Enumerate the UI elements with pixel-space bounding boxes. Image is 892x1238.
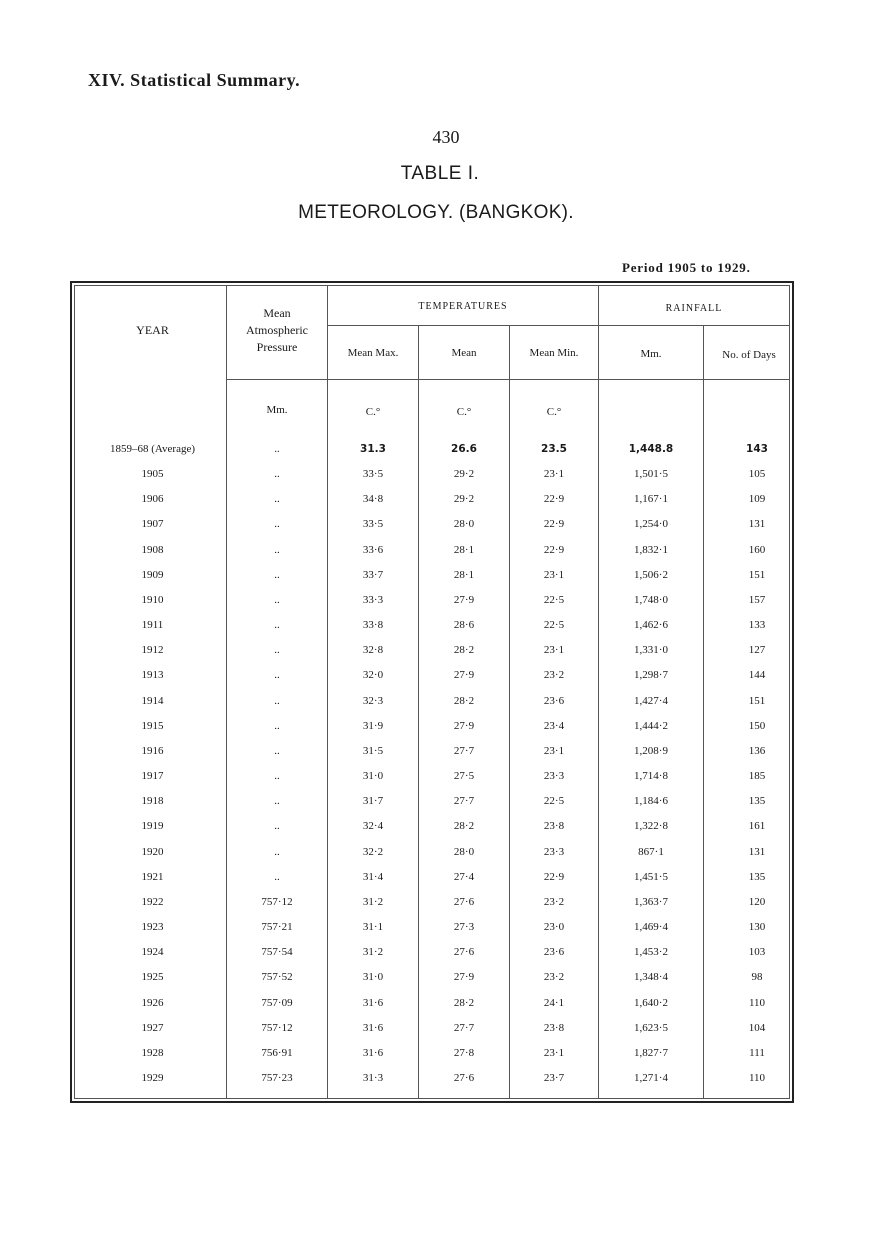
cell-mean-min: 23·0 <box>543 921 565 934</box>
table-row <box>0 739 892 764</box>
cell-mean-max: 31·4 <box>362 870 384 883</box>
header-year: YEAR <box>136 323 169 337</box>
cell-pressure: .. <box>274 593 280 606</box>
cell-year: 1926 <box>141 996 164 1009</box>
cell-rainfall-mm: 1,640·2 <box>634 996 668 1009</box>
cell-rainfall-mm: 1,451·5 <box>634 870 668 883</box>
cell-rainfall-mm: 1,748·0 <box>634 593 668 606</box>
table-row <box>0 512 892 537</box>
cell-rainfall-mm: 1,462·6 <box>634 619 668 632</box>
cell-mean: 28·1 <box>453 568 475 581</box>
cell-year: 1914 <box>141 694 164 707</box>
cell-rainfall-days: 151 <box>748 568 766 581</box>
cell-mean: 27·7 <box>453 1021 475 1034</box>
cell-mean: 26.6 <box>451 443 477 455</box>
header-mean-min: Mean Min. <box>529 347 579 359</box>
table-row <box>0 613 892 638</box>
cell-mean-max: 31·6 <box>362 996 384 1009</box>
cell-year: 1927 <box>141 1021 164 1034</box>
cell-mean-min: 23·6 <box>543 946 565 959</box>
cell-mean: 29·2 <box>453 468 475 481</box>
table-row <box>0 940 892 965</box>
cell-mean-min: 23·7 <box>543 1072 565 1084</box>
cell-pressure: .. <box>274 694 280 707</box>
table-row <box>0 588 892 613</box>
period-label: Period 1905 to 1929. <box>622 260 751 275</box>
cell-year: 1859–68 (Average) <box>109 443 195 455</box>
cell-mean-min: 23·6 <box>543 694 565 707</box>
cell-rainfall-mm: 1,348·4 <box>634 971 668 984</box>
cell-rainfall-days: 104 <box>748 1021 766 1034</box>
table-row <box>0 538 892 563</box>
cell-mean-max: 31·1 <box>362 921 384 934</box>
cell-year: 1920 <box>141 845 164 858</box>
cell-mean: 27·3 <box>453 921 475 934</box>
cell-year: 1916 <box>141 744 164 757</box>
cell-rainfall-mm: 1,254·0 <box>634 518 668 531</box>
cell-mean-max: 31·5 <box>362 744 384 757</box>
cell-mean: 27·9 <box>453 593 475 606</box>
table-row <box>0 915 892 940</box>
cell-mean-min: 22·9 <box>543 870 565 883</box>
table-row <box>0 714 892 739</box>
header-mm: Mm. <box>640 348 662 360</box>
cell-pressure: .. <box>274 644 280 657</box>
cell-mean-min: 22·5 <box>543 593 565 606</box>
cell-mean-max: 32·0 <box>362 669 384 682</box>
cell-mean-max: 33·6 <box>362 543 384 556</box>
cell-pressure: .. <box>274 719 280 732</box>
cell-mean-max: 34·8 <box>362 493 384 506</box>
cell-rainfall-days: 161 <box>748 820 766 833</box>
cell-mean-max: 31.3 <box>360 443 386 455</box>
table-row <box>0 1041 892 1066</box>
cell-mean: 27·8 <box>453 1046 475 1059</box>
cell-pressure: .. <box>274 468 280 481</box>
cell-rainfall-days: 135 <box>748 870 766 883</box>
cell-mean: 27·7 <box>453 744 475 757</box>
cell-mean-min: 23·4 <box>543 719 565 732</box>
cell-rainfall-days: 120 <box>748 895 766 908</box>
cell-rainfall-mm: 1,298·7 <box>634 669 668 682</box>
cell-mean-max: 33·8 <box>362 619 384 632</box>
cell-rainfall-days: 150 <box>748 719 766 732</box>
cell-rainfall-days: 157 <box>748 593 766 606</box>
cell-pressure: .. <box>274 820 280 833</box>
cell-mean: 27·4 <box>453 870 475 883</box>
cell-rainfall-days: 133 <box>748 619 766 632</box>
cell-rainfall-mm: 1,832·1 <box>634 543 668 556</box>
cell-year: 1915 <box>141 719 164 732</box>
cell-year: 1905 <box>141 468 164 481</box>
cell-mean-min: 23·1 <box>543 468 565 481</box>
cell-rainfall-mm: 1,444·2 <box>634 719 668 732</box>
unit-mean: C.° <box>456 406 472 418</box>
table-subtitle: METEOROLOGY. (BANGKOK). <box>298 202 574 223</box>
cell-rainfall-mm: 1,208·9 <box>634 744 668 757</box>
cell-pressure: .. <box>274 770 280 783</box>
cell-year: 1911 <box>141 619 164 632</box>
cell-rainfall-mm: 1,322·8 <box>634 820 668 833</box>
cell-mean-max: 33·5 <box>362 518 384 531</box>
cell-rainfall-mm: 1,427·4 <box>634 694 668 707</box>
table-row <box>0 965 892 990</box>
cell-rainfall-mm: 1,623·5 <box>634 1021 668 1034</box>
cell-mean: 28·2 <box>453 996 475 1009</box>
header-rainfall: RAINFALL <box>665 303 723 314</box>
cell-rainfall-days: 144 <box>748 669 766 682</box>
cell-year: 1929 <box>141 1072 164 1084</box>
header-no-of-days: No. of Days <box>722 349 776 361</box>
cell-mean: 27·7 <box>453 795 475 808</box>
cell-mean: 27·6 <box>453 946 475 959</box>
table-row <box>0 890 892 915</box>
cell-mean: 28·2 <box>453 694 475 707</box>
cell-mean-min: 22·5 <box>543 795 565 808</box>
cell-mean-max: 32·4 <box>362 820 384 833</box>
cell-pressure: .. <box>274 744 280 757</box>
cell-rainfall-days: 103 <box>748 946 766 959</box>
table-row <box>0 991 892 1016</box>
table-row <box>0 789 892 814</box>
cell-year: 1924 <box>141 946 164 959</box>
cell-mean-min: 23·2 <box>543 669 565 682</box>
cell-mean: 28·6 <box>453 619 475 632</box>
header-pressure-line2: Atmospheric <box>246 323 308 337</box>
cell-year: 1913 <box>141 669 164 682</box>
cell-year: 1921 <box>141 870 164 883</box>
cell-year: 1906 <box>141 493 164 506</box>
table-title: TABLE I. <box>400 163 480 184</box>
cell-mean: 28·2 <box>453 820 475 833</box>
cell-year: 1909 <box>141 568 164 581</box>
cell-pressure: .. <box>274 518 280 531</box>
cell-year: 1908 <box>141 543 164 556</box>
cell-year: 1912 <box>141 644 164 657</box>
cell-mean-min: 23·1 <box>543 644 565 657</box>
cell-mean: 27·9 <box>453 719 475 732</box>
header-pressure-line1: Mean <box>263 306 291 320</box>
cell-pressure: 756·91 <box>261 1046 293 1059</box>
cell-mean-min: 22·9 <box>543 543 565 556</box>
cell-mean: 29·2 <box>453 493 475 506</box>
table-row <box>0 840 892 865</box>
cell-rainfall-days: 136 <box>748 744 766 757</box>
cell-mean-max: 32·8 <box>362 644 384 657</box>
cell-year: 1925 <box>141 971 164 984</box>
cell-mean-max: 31·0 <box>362 971 384 984</box>
cell-mean: 27·9 <box>453 971 475 984</box>
cell-year: 1923 <box>141 921 164 934</box>
cell-mean-max: 33·5 <box>362 468 384 481</box>
cell-rainfall-days: 131 <box>748 845 766 858</box>
cell-rainfall-mm: 1,331·0 <box>634 644 668 657</box>
cell-rainfall-mm: 1,167·1 <box>634 493 668 506</box>
cell-mean-max: 31·0 <box>362 770 384 783</box>
cell-pressure: .. <box>274 795 280 808</box>
cell-mean-max: 31·9 <box>362 719 384 732</box>
cell-mean-min: 23·1 <box>543 744 565 757</box>
cell-pressure: 757·54 <box>261 946 293 959</box>
rule-under-group-headers <box>327 325 790 326</box>
cell-year: 1928 <box>141 1046 164 1059</box>
cell-mean-min: 23·2 <box>543 895 565 908</box>
cell-rainfall-days: 98 <box>751 971 763 984</box>
cell-rainfall-mm: 1,184·6 <box>634 795 668 808</box>
cell-mean-max: 31·6 <box>362 1046 384 1059</box>
cell-rainfall-mm: 1,827·7 <box>634 1046 668 1059</box>
cell-mean: 27·6 <box>453 895 475 908</box>
header-pressure-line3: Pressure <box>256 340 298 354</box>
cell-rainfall-days: 109 <box>748 493 766 506</box>
page-number: 430 <box>432 127 460 147</box>
header-temperatures: TEMPERATURES <box>418 301 508 312</box>
cell-rainfall-mm: 1,448.8 <box>628 443 674 455</box>
cell-rainfall-days: 130 <box>748 921 766 934</box>
section-title: XIV. Statistical Summary. <box>88 70 301 90</box>
cell-pressure: 757·09 <box>261 996 293 1009</box>
header-mean: Mean <box>451 347 477 359</box>
cell-mean-max: 31·2 <box>362 946 384 959</box>
table-row <box>0 1016 892 1041</box>
cell-mean-max: 31·7 <box>362 795 384 808</box>
table-row <box>0 663 892 688</box>
cell-mean-max: 33·3 <box>362 593 384 606</box>
cell-pressure: .. <box>274 619 280 632</box>
cell-year: 1910 <box>141 593 164 606</box>
table-row <box>0 689 892 714</box>
cell-mean: 28·1 <box>453 543 475 556</box>
cell-pressure: 757·12 <box>261 895 293 908</box>
cell-pressure: 757·23 <box>261 1072 293 1084</box>
cell-rainfall-days: 185 <box>748 770 766 783</box>
cell-year: 1922 <box>141 895 164 908</box>
cell-mean: 28·0 <box>453 518 475 531</box>
unit-pressure: Mm. <box>266 404 288 416</box>
table-row <box>0 563 892 588</box>
cell-pressure: .. <box>274 493 280 506</box>
table-row <box>0 462 892 487</box>
cell-rainfall-days: 105 <box>748 468 766 481</box>
cell-mean: 28·0 <box>453 845 475 858</box>
cell-mean-min: 23·3 <box>543 770 565 783</box>
cell-rainfall-days: 111 <box>749 1046 765 1059</box>
cell-year: 1919 <box>141 820 164 833</box>
cell-rainfall-mm: 1,363·7 <box>634 895 668 908</box>
cell-rainfall-days: 151 <box>748 694 766 707</box>
cell-year: 1917 <box>141 770 164 783</box>
rule-under-column-headers <box>226 379 790 380</box>
cell-mean-min: 23.5 <box>541 443 567 455</box>
cell-rainfall-mm: 1,271·4 <box>634 1072 668 1084</box>
cell-mean-min: 23·1 <box>543 568 565 581</box>
cell-pressure: .. <box>274 870 280 883</box>
cell-rainfall-days: 127 <box>748 644 766 657</box>
cell-rainfall-days: 160 <box>748 543 766 556</box>
cell-rainfall-mm: 1,469·4 <box>634 921 668 934</box>
cell-mean-max: 32·2 <box>362 845 384 858</box>
cell-rainfall-mm: 1,501·5 <box>634 468 668 481</box>
cell-mean-max: 31·2 <box>362 895 384 908</box>
header-pressure <box>228 305 326 356</box>
table-row <box>0 814 892 839</box>
cell-mean: 27·9 <box>453 669 475 682</box>
table-row <box>0 1066 892 1091</box>
cell-rainfall-days: 110 <box>748 996 766 1009</box>
cell-mean: 28·2 <box>453 644 475 657</box>
cell-mean-max: 31·3 <box>362 1072 384 1084</box>
cell-rainfall-days: 131 <box>748 518 766 531</box>
cell-mean-min: 23·1 <box>543 1046 565 1059</box>
table-row <box>0 764 892 789</box>
cell-mean-min: 22·9 <box>543 518 565 531</box>
cell-pressure: .. <box>274 543 280 556</box>
cell-pressure: .. <box>274 444 280 455</box>
cell-year: 1907 <box>141 518 164 531</box>
cell-mean-min: 23·2 <box>543 971 565 984</box>
cell-rainfall-mm: 1,506·2 <box>634 568 668 581</box>
cell-mean: 27·6 <box>453 1072 475 1084</box>
cell-year: 1918 <box>141 795 164 808</box>
unit-mean-min: C.° <box>546 406 562 418</box>
unit-mean-max: C.° <box>365 406 381 418</box>
cell-pressure: 757·21 <box>261 921 293 934</box>
cell-pressure: 757·12 <box>261 1021 293 1034</box>
cell-mean: 27·5 <box>453 770 475 783</box>
header-mean-max: Mean Max. <box>347 347 399 359</box>
cell-mean-max: 31·6 <box>362 1021 384 1034</box>
cell-mean-max: 32·3 <box>362 694 384 707</box>
cell-mean-min: 22·5 <box>543 619 565 632</box>
table-row <box>0 865 892 890</box>
cell-rainfall-days: 135 <box>748 795 766 808</box>
cell-pressure: .. <box>274 568 280 581</box>
cell-rainfall-mm: 1,714·8 <box>634 770 668 783</box>
cell-rainfall-mm: 1,453·2 <box>634 946 668 959</box>
cell-rainfall-days: 143 <box>746 443 768 455</box>
cell-rainfall-mm: 867·1 <box>638 845 664 858</box>
cell-mean-min: 23·3 <box>543 845 565 858</box>
cell-pressure: .. <box>274 669 280 682</box>
cell-pressure: .. <box>274 845 280 858</box>
table-row <box>0 437 892 462</box>
cell-mean-min: 23·8 <box>543 1021 565 1034</box>
cell-mean-min: 23·8 <box>543 820 565 833</box>
cell-mean-max: 33·7 <box>362 568 384 581</box>
cell-mean-min: 24·1 <box>543 996 565 1009</box>
table-row <box>0 638 892 663</box>
table-row <box>0 487 892 512</box>
cell-rainfall-days: 110 <box>748 1072 766 1084</box>
cell-mean-min: 22·9 <box>543 493 565 506</box>
cell-pressure: 757·52 <box>261 971 293 984</box>
